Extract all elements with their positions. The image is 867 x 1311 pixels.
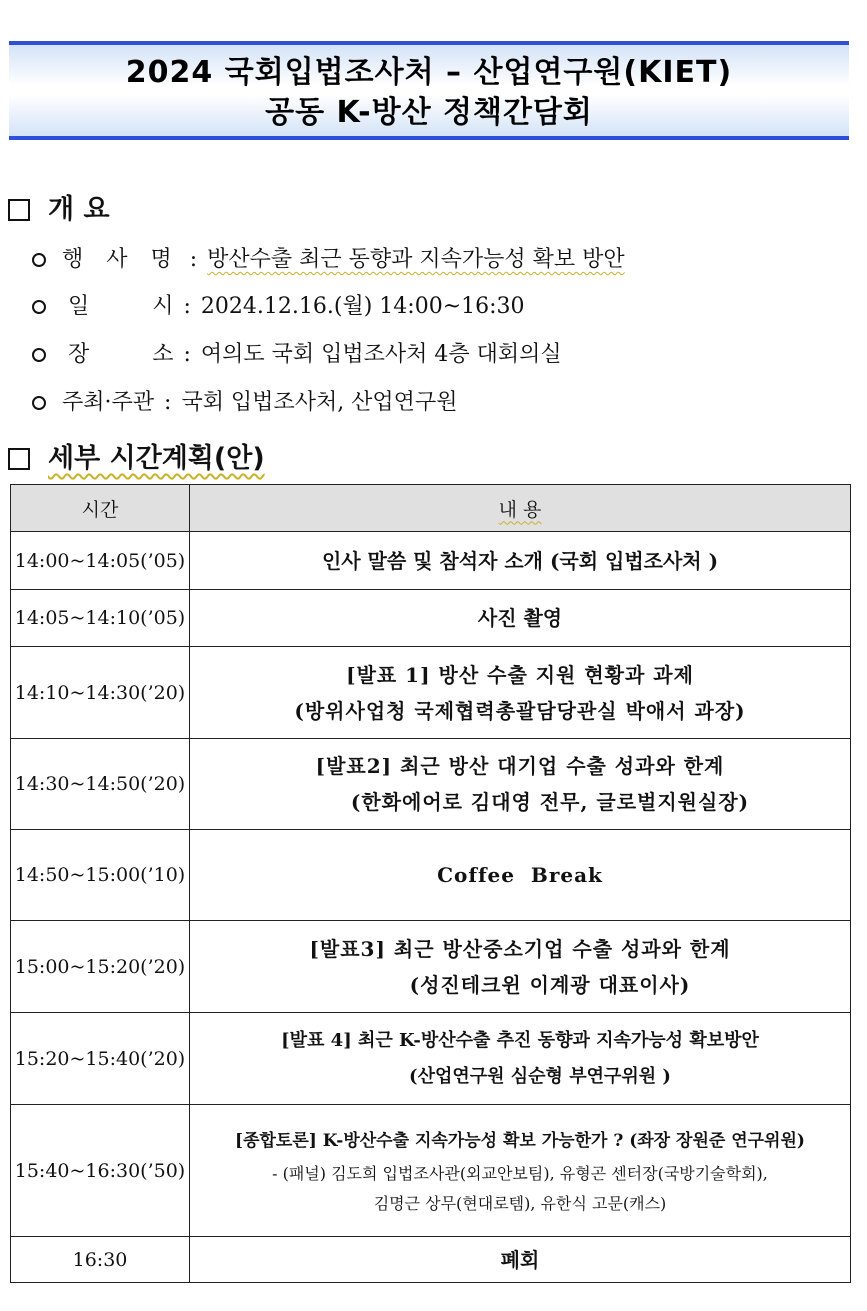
overview-item-datetime: 일 시 : 2024.12.16.(월) 14:00~16:30	[32, 292, 525, 322]
overview-item-location: 장 소 : 여의도 국회 입법조사처 4층 대회의실	[32, 340, 562, 370]
title-line-1: 2024 국회입법조사처 – 산업연구원(KIET)	[125, 55, 733, 90]
row-content-line: [발표2] 최근 방산 대기업 수출 성과와 한계	[315, 754, 725, 778]
row-time: 15:40~16:30(’50)	[11, 1105, 190, 1237]
row-content	[190, 590, 851, 647]
overview-label: 일 시	[68, 294, 174, 319]
circle-bullet-icon	[32, 300, 46, 314]
overview-value: 국회 입법조사처, 산업연구원	[181, 390, 458, 415]
overview-heading-text: 개 요	[48, 194, 110, 225]
column-header-time: 시간	[11, 485, 190, 532]
overview-item-event-name: 행 사 명 : 방산수출 최근 동향과 지속가능성 확보 방안	[32, 245, 625, 275]
table-row	[11, 590, 851, 647]
circle-bullet-icon	[32, 348, 46, 362]
row-content-line: [발표 1] 방산 수출 지원 현황과 과제	[346, 662, 694, 687]
table-row	[11, 647, 851, 739]
checkbox-square-icon	[8, 199, 30, 221]
row-time: 14:00~14:05(’05)	[11, 532, 190, 590]
checkbox-square-icon	[8, 448, 30, 470]
row-content-line: 김명근 상무(현대로템), 유한식 고문(캐스)	[373, 1193, 667, 1213]
overview-label: 주최·주관	[62, 390, 155, 415]
table-row	[11, 1237, 851, 1283]
row-content-line: Coffee Break	[437, 863, 603, 887]
table-row	[11, 921, 851, 1013]
title-line-2: 공동 K-방산 정책간담회	[265, 95, 593, 130]
circle-bullet-icon	[32, 253, 46, 267]
table-row	[11, 830, 851, 921]
table-row	[11, 532, 851, 590]
row-content	[190, 1013, 851, 1105]
row-content-line: (한화에어로 김대영 전무, 글로벌지원실장)	[350, 790, 750, 814]
row-content	[190, 647, 851, 739]
row-time: 15:00~15:20(’20)	[11, 921, 190, 1013]
row-time: 14:30~14:50(’20)	[11, 739, 190, 830]
row-time: 16:30	[11, 1237, 190, 1283]
row-content-line: (성진테크윈 이계광 대표이사)	[409, 972, 691, 997]
overview-heading	[8, 193, 110, 227]
row-content-line: 폐회	[500, 1247, 540, 1272]
row-content-line: (방위사업청 국제협력총괄담당관실 박애서 과장)	[294, 698, 746, 723]
row-content-line: 사진 촬영	[477, 606, 563, 630]
circle-bullet-icon	[32, 396, 46, 410]
schedule-table	[10, 484, 851, 1283]
row-content-line: 인사 말씀 및 참석자 소개 (국회 입법조사처 )	[321, 548, 719, 573]
row-content	[190, 921, 851, 1013]
row-content-line: [발표 4] 최근 K-방산수출 추진 동향과 지속가능성 확보방안	[281, 1029, 759, 1051]
table-row	[11, 1105, 851, 1237]
row-content-line: [종합토론] K-방산수출 지속가능성 확보 가능한가 ? (좌장 장원준 연구위원)	[235, 1130, 805, 1151]
row-content	[190, 1237, 851, 1283]
overview-value: 여의도 국회 입법조사처 4층 대회의실	[200, 342, 562, 367]
row-content	[190, 532, 851, 590]
row-time: 15:20~15:40(’20)	[11, 1013, 190, 1105]
overview-label: 행 사 명	[62, 247, 180, 272]
table-row	[11, 739, 851, 830]
row-content	[190, 1105, 851, 1237]
row-time: 14:05~14:10(’05)	[11, 590, 190, 647]
table-header-row	[11, 485, 851, 532]
title-banner	[9, 41, 849, 140]
column-header-content: 내 용	[190, 485, 851, 532]
row-content-line: - (패널) 김도희 입법조사관(외교안보팀), 유형곤 센터장(국방기술학회),	[272, 1163, 768, 1183]
overview-value: 방산수출 최근 동향과 지속가능성 확보 방안	[207, 247, 625, 272]
table-row	[11, 1013, 851, 1105]
overview-item-host: 주최·주관 : 국회 입법조사처, 산업연구원	[32, 388, 457, 418]
row-time: 14:10~14:30(’20)	[11, 647, 190, 739]
schedule-heading	[8, 442, 265, 476]
row-content	[190, 739, 851, 830]
row-content-line: [발표3] 최근 방산중소기업 수출 성과와 한계	[309, 936, 731, 961]
row-content	[190, 830, 851, 921]
row-content-line: (산업연구원 심순형 부연구위원 )	[409, 1065, 671, 1087]
overview-value: 2024.12.16.(월) 14:00~16:30	[200, 294, 525, 319]
row-time: 14:50~15:00(’10)	[11, 830, 190, 921]
schedule-heading-text: 세부 시간계획(안)	[48, 443, 265, 474]
overview-label: 장 소	[68, 342, 174, 367]
